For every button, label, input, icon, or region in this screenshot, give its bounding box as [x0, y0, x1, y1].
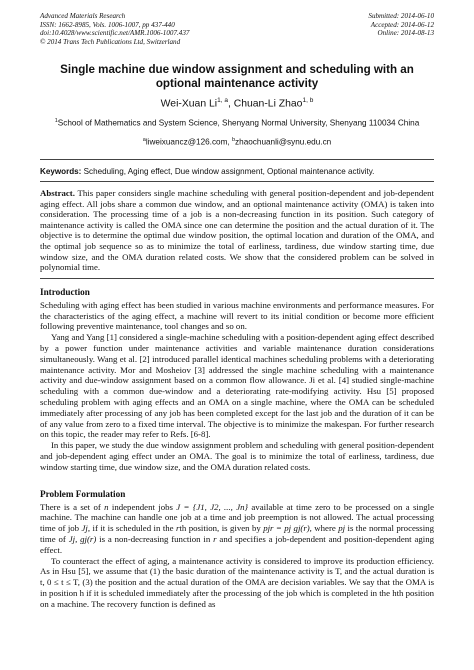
journal-info — [40, 12, 189, 46]
text-run: , if it is scheduled in the — [87, 523, 176, 534]
math-r-2: r — [213, 534, 217, 544]
abstract-text: This paper considers single machine scheduling with general position-dependent and job-dependent aging effect. All jobs share a common due window, and an optional maintenance activity (OMA) is taken into consideration. The processing time of a job is a non-decreasing function in its position. Such category of maintenance activity is called the OMA since one can determine the position and the actual duration of it. The objective is to determine the optimal due window position, the optimal location and duration of the OMA, and the optimal job sequence so as to minimize the total of earliness, tardiness, due window starting time, due window size, and the OMA duration related costs. We show that the considered problem can be solved in polynomial time. — [40, 188, 434, 273]
online-date: Online: 2014-08-13 — [377, 29, 434, 38]
math-job: Jj — [81, 523, 88, 534]
journal-name: Advanced Materials Research — [40, 12, 126, 20]
math-pj: pj — [338, 523, 346, 534]
intro-paragraph-3: In this paper, we study the due window assignment problem and scheduling with general position-dependent and job-dependent aging effect under an OMA. The goal is to minimize the total of earliness, tardiness, due window starting time, due window size, and the OMA duration related costs. — [40, 440, 434, 472]
text-run: and specifies a job-dependent and position-dependent aging effect. — [40, 534, 434, 555]
text-run: , — [75, 534, 81, 544]
author-separator: , — [227, 98, 234, 110]
copyright: © 2014 Trans Tech Publications Ltd, Switzerland — [40, 37, 181, 46]
keywords-box — [40, 159, 434, 182]
page-header — [40, 12, 434, 46]
author-1: Wei-Xuan Li — [160, 98, 218, 110]
email-a[interactable]: liweixuancz@126.com, — [145, 138, 232, 148]
math-job-set: J = {J1, J2, ..., Jn} — [176, 501, 249, 512]
author-1-sup: 1, a — [217, 97, 228, 105]
formulation-paragraph-2: To counteract the effect of aging, a maintenance activity is considered to improve its production efficiency. As in Hsu [5], we assume that (1) the basic duration of the maintenance activity is T, and the actual duration is t, 0 ≤ t ≤ T, (3) the position and the actual duration of the OMA are decision variables. We say that the OMA is in position h if it is scheduled immediately after the processing of the job which is completed in the hth position on a machine. The recovery function is defined as — [40, 555, 434, 609]
affiliation-sup: 1 — [54, 117, 58, 124]
math-n: n — [104, 501, 109, 512]
introduction-heading: Introduction — [40, 286, 90, 297]
text-run: independent jobs — [108, 501, 177, 512]
text-run: is a non-decreasing function in — [96, 534, 214, 544]
paper-title: Single machine due window assignment and scheduling with an optional maintenance activity — [60, 63, 414, 91]
math-r: r — [176, 523, 180, 534]
text-run: There is a set of — [40, 501, 105, 512]
email-a-sup: a — [142, 137, 146, 144]
intro-paragraph-2: Yang and Yang [1] considered a single-machine scheduling with a position-dependent aging effect described by a power function under maintenance activities and variable maintenance duration considerations simultaneously. Wang et al. [2] introduced parallel identical machines scheduling problems with a deteriorating maintenance activity. Mor and Mosheiov [3] addressed the single machine scheduling with a maintenance activity and due-window assignment based on a common flow allowance. Ji et al. [4] studied single-machine scheduling with a common due-window and a deteriorating rate-modifying activity. Hsu [5] proposed scheduling problem with aging effects and an OMA on a single machine, where the OMA can be scheduled immediately after processing of any job has been completed except for the last job and the duration of it can be of any value from zero to a fixed time interval. The objective is to minimize the makespan. For further research on this topic, the reader may refer to Refs. [6-8]. — [40, 332, 434, 440]
text-run: th position, is given by — [179, 523, 264, 534]
author-line — [40, 94, 434, 110]
formulation-paragraph-1 — [40, 502, 434, 556]
dates-info — [368, 12, 434, 46]
text-run: is the normal processing time of — [40, 523, 434, 544]
author-2: Chuan-Li Zhao — [233, 98, 303, 110]
email-b[interactable]: zhaochuanli@synu.edu.cn — [235, 138, 332, 148]
math-pjr: pjr = pj gj(r) — [263, 523, 310, 534]
formulation-heading: Problem Formulation — [40, 488, 126, 499]
text-run: , where — [309, 523, 339, 534]
affiliation-text: School of Mathematics and System Science, Shenyang Normal University, Shenyang 110034 China — [57, 118, 420, 128]
email-b-sup: b — [231, 137, 236, 144]
accepted-date: Accepted: 2014-06-12 — [370, 20, 434, 29]
text-run: available at time zero to be processed on a single machine. The machine can handle one job at a time and job preemption is not allowed. The actual processing time of job — [40, 501, 434, 534]
math-job-2: Jj — [68, 534, 76, 544]
intro-paragraph-1: Scheduling with aging effect has been studied in various machine environments and performance measures. For the characteristics of the aging effect, a machine will revert to its initial condition or become more efficient following preventive maintenance, tool changes and so on. — [40, 299, 434, 332]
keywords-label: Keywords: — [40, 167, 82, 177]
keywords-text: Scheduling, Aging effect, Due window assignment, Optional maintenance activity. — [81, 167, 375, 177]
abstract-label: Abstract. — [40, 188, 75, 199]
abstract — [40, 188, 434, 279]
section-gap — [40, 473, 434, 481]
math-gjr: gj(r) — [80, 534, 97, 544]
issn: ISSN: 1662-8985, Vols. 1006-1007, pp 437-440 — [40, 20, 175, 29]
submitted-date: Submitted: 2014-06-10 — [368, 12, 434, 20]
author-2-sup: 1, b — [302, 97, 314, 105]
emails — [40, 135, 434, 148]
affiliation — [48, 116, 426, 130]
doi[interactable]: doi:10.4028/www.scientific.net/AMR.1006-1007.437 — [40, 29, 190, 38]
